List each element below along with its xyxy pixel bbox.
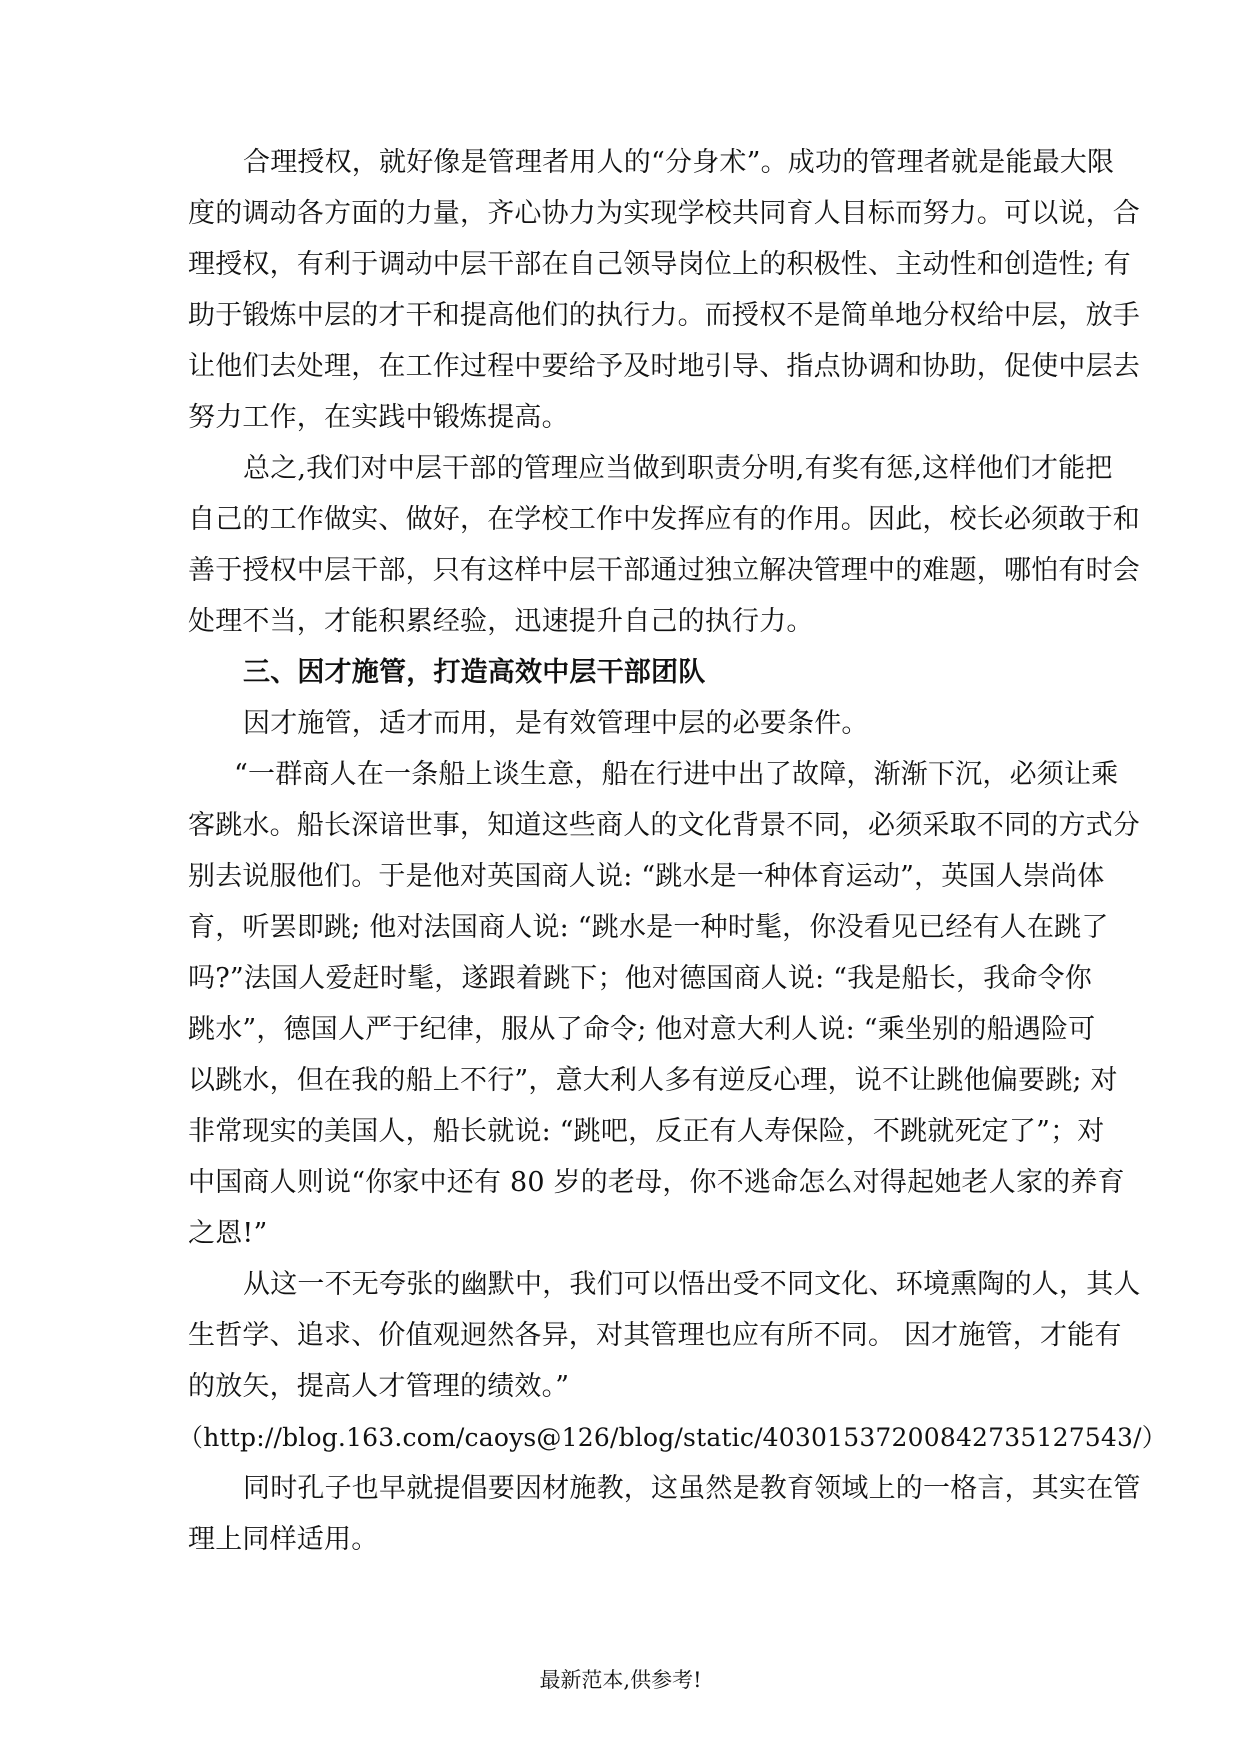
paragraph-line: 同时孔子也早就提倡要因材施教，这虽然是教育领域上的一格言，其实在管 [243,1473,1141,1504]
page-footer: 最新范本,供参考! [539,1668,702,1692]
paragraph-line: 处理不当，才能积累经验，迅速提升自己的执行力。 [188,606,814,637]
paragraph-line: 从这一不无夸张的幽默中，我们可以悟出受不同文化、环境熏陶的人，其人 [243,1269,1141,1300]
source-citation: （http://blog.163.com/caoys@126/blog/static/40301537200842735127543/） [178,1423,1167,1452]
paragraph-line: 育，听罢即跳; 他对法国商人说: “跳水是一种时髦，你没看见已经有人在跳了 [188,912,1109,943]
paragraph-line: 客跳水。船长深谙世事，知道这些商人的文化背景不同，必须采取不同的方式分 [188,810,1140,841]
paragraph-line: “一群商人在一条船上谈生意，船在行进中出了故障，渐渐下沉，必须让乘 [234,759,1119,790]
paragraph-line: 自己的工作做实、做好，在学校工作中发挥应有的作用。因此，校长必须敢于和 [188,504,1140,535]
paragraph-line: 理授权，有利于调动中层干部在自己领导岗位上的积极性、主动性和创造性; 有 [188,249,1131,280]
section-heading: 三、因才施管，打造高效中层干部团队 [243,657,706,688]
paragraph-line: 中国商人则说“你家中还有 80 岁的老母，你不逃命怎么对得起她老人家的养育 [188,1167,1125,1198]
paragraph-line: 理上同样适用。 [188,1524,379,1555]
paragraph-line: 因才施管，适才而用，是有效管理中层的必要条件。 [243,708,869,739]
paragraph-line: 总之,我们对中层干部的管理应当做到职责分明,有奖有惩,这样他们才能把 [243,453,1113,484]
paragraph-line: 的放矢，提高人才管理的绩效。” [188,1371,570,1402]
paragraph-line: 之恩!” [188,1218,268,1249]
paragraph-line: 别去说服他们。于是他对英国商人说: “跳水是一种体育运动”，英国人崇尚体 [188,861,1105,892]
paragraph-line: 努力工作，在实践中锻炼提高。 [188,402,569,433]
paragraph-line: 生哲学、追求、价值观迥然各异，对其管理也应有所不同。 因才施管，才能有 [188,1320,1122,1351]
paragraph-line: 跳水”，德国人严于纪律，服从了命令; 他对意大利人说: “乘坐别的船遇险可 [188,1014,1096,1045]
paragraph-line: 助于锻炼中层的才干和提高他们的执行力。而授权不是简单地分权给中层，放手 [188,300,1140,331]
paragraph-line: 非常现实的美国人，船长就说: “跳吧，反正有人寿保险，不跳就死定了”；对 [188,1116,1105,1147]
paragraph-line: 以跳水，但在我的船上不行”，意大利人多有逆反心理，说不让跳他偏要跳; 对 [188,1065,1118,1096]
paragraph-line: 合理授权，就好像是管理者用人的“分身术”。成功的管理者就是能最大限 [243,147,1115,178]
paragraph-line: 吗?”法国人爱赶时髦，遂跟着跳下；他对德国商人说: “我是船长，我命令你 [188,963,1092,994]
paragraph-line: 度的调动各方面的力量，齐心协力为实现学校共同育人目标而努力。可以说，合 [188,198,1140,229]
paragraph-line: 善于授权中层干部，只有这样中层干部通过独立解决管理中的难题，哪怕有时会 [188,555,1140,586]
paragraph-line: 让他们去处理，在工作过程中要给予及时地引导、指点协调和协助，促使中层去 [188,351,1140,382]
